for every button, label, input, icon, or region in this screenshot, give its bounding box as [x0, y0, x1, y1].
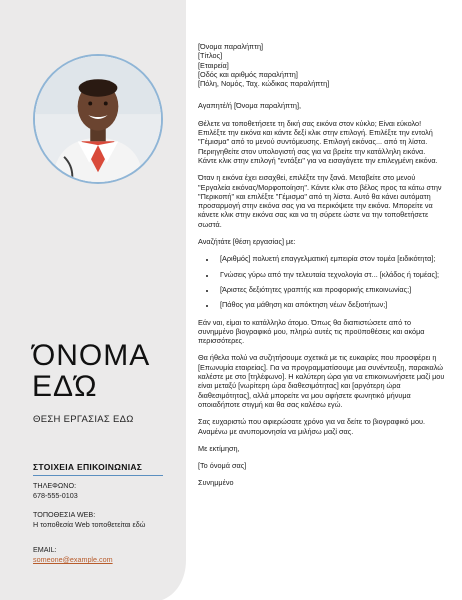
applicant-name	[32, 340, 182, 402]
name-line-2: ΕΔΏ	[32, 370, 98, 403]
enclosure-note[interactable]: Συνημμένο	[198, 478, 234, 488]
recipient-address	[198, 42, 446, 88]
list-item[interactable]: • Γνώσεις γύρω από την τελευταία τεχνολογία στ... [κλάδος ή τομέας];	[216, 270, 446, 279]
job-title: ΘΕΣΗ ΕΡΓΑΣΙΑΣ ΕΔΩ	[33, 414, 134, 425]
name-line-1: ΌΝΟΜΑ	[32, 339, 151, 372]
contact-heading: ΣΤΟΙΧΕΙΑ ΕΠΙΚΟΙΝΩΝΙΑΣ	[33, 462, 163, 476]
address-line[interactable]: [Εταιρεία]	[198, 60, 229, 70]
address-line[interactable]: [Πόλη, Νομός, Ταχ. κώδικας παραλήπτη]	[198, 79, 330, 89]
address-line[interactable]: [Τίτλος]	[198, 51, 223, 61]
list-item[interactable]: • [Άριστες δεξιότητες γραπτής και προφορικής επικοινωνίας;]	[216, 285, 446, 294]
sender-name[interactable]: [Το όνομά σας]	[198, 461, 247, 471]
greeting[interactable]: Αγαπητέ/ή [Όνομα παραλήπτη],	[198, 101, 302, 111]
web-contact	[33, 510, 183, 530]
phone-label: ΤΗΛΕΦΩΝΟ:	[33, 481, 77, 490]
qualifications-list	[198, 254, 446, 309]
body-paragraph[interactable]: Θα ήθελα πολύ να συζητήσουμε σχετικά με τις ευκαιρίες που προσφέρει η [Επωνυμία εταιρείας]. Για να προγραμματίσουμε μια συνέντευξη, παρακαλώ καλέστε με στο [τηλέφωνο]. Η καλύτερη ώρα για να επικοινωνήσετε μαζί μου είναι μεταξύ [νωρίτερη ώρα διαθεσιμότητας] και [αργότερη ώρα διαθεσιμότητας], αλλά μπορείτε να μου αφήσετε φωνητικό μήνυμα οποιαδήποτε στιγμή και θα σας καλέσω εγώ.	[198, 353, 445, 409]
letter-body	[198, 42, 446, 496]
address-line[interactable]: [Οδός και αριθμός παραλήπτη]	[198, 69, 298, 79]
email-link[interactable]: someone@example.com	[33, 555, 113, 564]
phone-contact	[33, 481, 183, 501]
list-item[interactable]: • [Πάθος για μάθηση και απόκτηση νέων δεξιοτήτων;]	[216, 300, 446, 309]
phone-value[interactable]: 678-555-0103	[33, 491, 78, 500]
email-label: EMAIL:	[33, 545, 57, 554]
body-paragraph[interactable]: Σας ευχαριστώ που αφιερώσατε χρόνο για να δείτε το βιογραφικό μου. Αναμένω με ανυπομονησία να μιλήσω μαζί σας.	[198, 417, 426, 436]
address-line[interactable]: [Όνομα παραλήπτη]	[198, 42, 264, 51]
profile-photo[interactable]	[33, 54, 163, 184]
list-item[interactable]: • [Αριθμός] πολυετή επαγγελματική εμπειρία στον τομέα [ειδικότητα];	[216, 254, 446, 263]
web-value[interactable]: Η τοποθεσία Web τοποθετείται εδώ	[33, 520, 146, 529]
email-contact	[33, 545, 183, 565]
body-paragraph[interactable]: Αναζήτάτε [θέση εργασίας] με:	[198, 237, 296, 247]
person-avatar-icon	[35, 56, 161, 182]
signoff[interactable]: Με εκτίμηση,	[198, 443, 240, 453]
body-paragraph[interactable]: Όταν η εικόνα έχει εισαχθεί, επιλέξτε την ξανά. Μεταβείτε στο μενού "Εργαλεία εικόνας/Μορφοποίηση". Κάντε κλικ στο βέλος προς τα κάτω στην "Περικοπή" και επιλέξτε "Γέμισμα" από τη λίστα. Αυτό θα κάνει αυτόματη προσαρμογή στην εικόνα σας για να περικόψετε την εικόνα. Μπορείτε να κάνετε κλικ στην εικόνα σας και να τη σύρετε ώστε να την τοποθετήσετε σωστά.	[198, 173, 442, 229]
body-paragraph[interactable]: Εάν ναι, είμαι το κατάλληλο άτομο. Όπως θα διαπιστώσετε από το συνημμένο βιογραφικό μου, πληρώ αυτές τις προϋποθέσεις και ακόμα περισσότερες.	[198, 317, 425, 346]
body-paragraph[interactable]: Θέλετε να τοποθετήσετε τη δική σας εικόνα στον κύκλο; Είναι εύκολο! Επιλέξτε την εικόνα και κάντε δεξί κλικ στην επιλογή. Επιλέξτε την εντολή "Γέμισμα" από το μενού συντόμευσης. Επιλογή εικόνας... από τη λίστα. Περιηγηθείτε στον υπολογιστή σας για να βρείτε την κατάλληλη εικόνα. Κάντε κλικ στην επιλογή "εντάξει" για να εισαγάγετε την επιλεγμένη εικόνα.	[198, 118, 438, 165]
web-label: ΤΟΠΟΘΕΣΙΑ WEB:	[33, 510, 96, 519]
